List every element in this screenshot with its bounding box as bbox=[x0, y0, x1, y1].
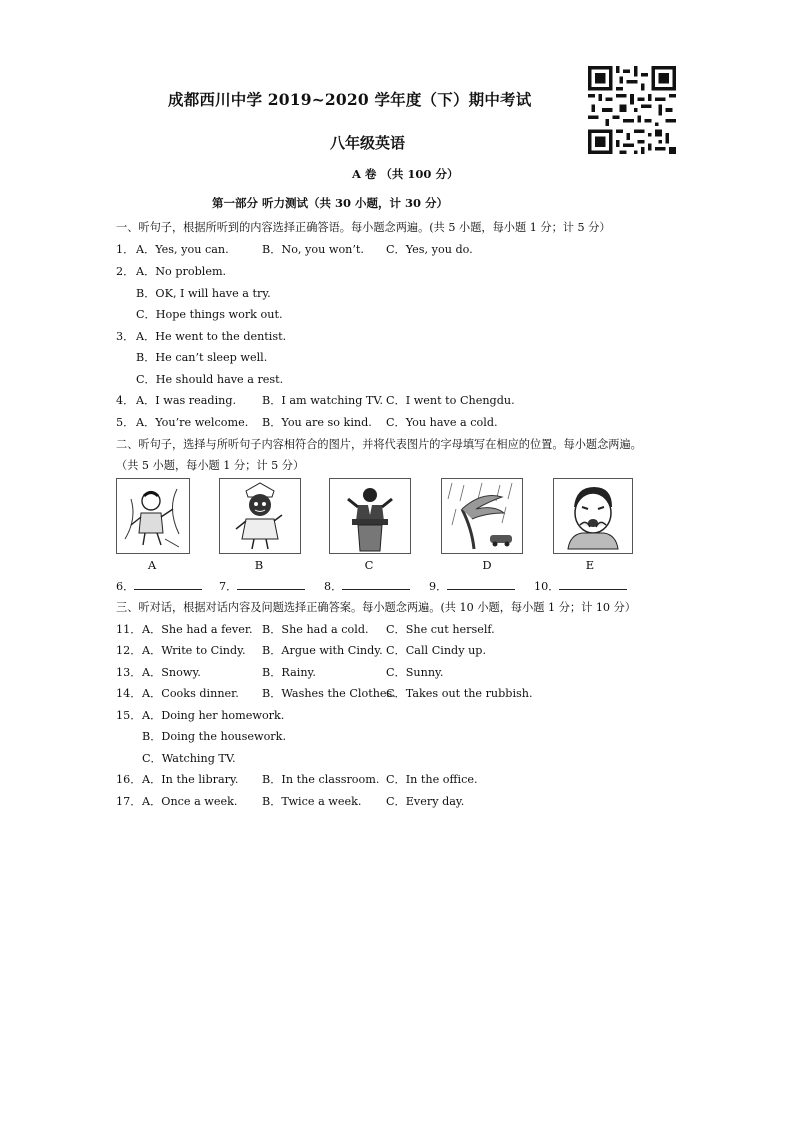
blank-number: 10． bbox=[534, 580, 560, 593]
option-a: A．You’re welcome. bbox=[136, 416, 249, 429]
girl-doctor-icon bbox=[219, 478, 301, 554]
option-a: A．Once a week. bbox=[142, 795, 238, 808]
option-c: C．Every day. bbox=[386, 795, 465, 808]
option-b: B．Argue with Cindy. bbox=[262, 644, 383, 657]
option-a: A．Yes, you can. bbox=[136, 243, 229, 256]
option-b: B．Doing the housework. bbox=[142, 730, 286, 743]
option-b: B．OK, I will have a try. bbox=[136, 287, 271, 300]
option-b: B．He can’t sleep well. bbox=[136, 351, 268, 364]
blank-line[interactable] bbox=[237, 579, 305, 590]
blank-number: 6． bbox=[116, 580, 135, 593]
option-b: B．I am watching TV. bbox=[262, 394, 384, 407]
blank-line[interactable] bbox=[447, 579, 515, 590]
option-b: B．In the classroom. bbox=[262, 773, 380, 786]
exam-subtitle: 八年级英语 bbox=[330, 134, 406, 152]
blank-number: 9． bbox=[429, 580, 448, 593]
section2-heading-cont: （共 5 小题，每小题 1 分；计 5 分） bbox=[116, 459, 305, 472]
question-number: 1． bbox=[116, 243, 135, 256]
question-number: 15． bbox=[116, 709, 142, 722]
option-b: B．Rainy. bbox=[262, 666, 316, 679]
option-b: B．Twice a week. bbox=[262, 795, 362, 808]
option-c: C．Yes, you do. bbox=[386, 243, 473, 256]
question-number: 16． bbox=[116, 773, 142, 786]
picture-label-c: C bbox=[364, 558, 374, 572]
option-a: A．I was reading. bbox=[136, 394, 237, 407]
picture-label-d: D bbox=[482, 558, 492, 572]
option-b: B．No, you won’t. bbox=[262, 243, 364, 256]
option-a: A．Write to Cindy. bbox=[142, 644, 246, 657]
question-number: 5． bbox=[116, 416, 135, 429]
option-c: C．You have a cold. bbox=[386, 416, 498, 429]
blank-line[interactable] bbox=[342, 579, 410, 590]
sick-boy-coughing-icon bbox=[553, 478, 633, 554]
picture-label-b: B bbox=[254, 558, 264, 572]
section1-heading: 一、听句子，根据所听到的内容选择正确答语。每小题念两遍。(共 5 小题，每小题 1 分；计 5 分） bbox=[116, 221, 611, 234]
option-c: C．Call Cindy up. bbox=[386, 644, 486, 657]
question-number: 12． bbox=[116, 644, 142, 657]
section2-heading: 二、听句子，选择与所听句子内容相符合的图片，并将代表图片的字母填写在相应的位置。每小题念两遍。 bbox=[116, 438, 642, 451]
section3-heading: 三、听对话，根据对话内容及问题选择正确答案。每小题念两遍。(共 10 小题，每小题 1 分；计 10 分） bbox=[116, 601, 636, 614]
option-c: C．Hope things work out. bbox=[136, 308, 283, 321]
option-c: C．Watching TV. bbox=[142, 752, 236, 765]
blank-line[interactable] bbox=[134, 579, 202, 590]
question-number: 13． bbox=[116, 666, 142, 679]
option-c: C．Takes out the rubbish. bbox=[386, 687, 533, 700]
part-one-heading: 第一部分 听力测试（共 30 小题，计 30 分） bbox=[212, 196, 449, 210]
blank-number: 7． bbox=[219, 580, 238, 593]
option-a: A．In the library. bbox=[142, 773, 239, 786]
option-c: C．Sunny. bbox=[386, 666, 444, 679]
answer-blank-7[interactable] bbox=[219, 578, 305, 594]
picture-label-a: A bbox=[147, 558, 157, 572]
blank-number: 8． bbox=[324, 580, 343, 593]
option-c: C．She cut herself. bbox=[386, 623, 495, 636]
option-a: A．Doing her homework. bbox=[142, 709, 285, 722]
question-number: 17． bbox=[116, 795, 142, 808]
option-a: A．He went to the dentist. bbox=[136, 330, 287, 343]
option-c: C．I went to Chengdu. bbox=[386, 394, 515, 407]
option-a: A．Snowy. bbox=[142, 666, 201, 679]
speaker-podium-icon bbox=[329, 478, 411, 554]
question-number: 3． bbox=[116, 330, 135, 343]
option-a: A．No problem. bbox=[136, 265, 227, 278]
option-b: B．Washes the Clothes. bbox=[262, 687, 396, 700]
option-a: A．Cooks dinner. bbox=[142, 687, 239, 700]
option-b: B．You are so kind. bbox=[262, 416, 372, 429]
qr-code bbox=[588, 66, 676, 154]
answer-blank-8[interactable] bbox=[324, 578, 410, 594]
answer-blank-10[interactable] bbox=[534, 578, 627, 594]
option-c: C．He should have a rest. bbox=[136, 373, 284, 386]
question-number: 2． bbox=[116, 265, 135, 278]
option-c: C．In the office. bbox=[386, 773, 478, 786]
option-a: A．She had a fever. bbox=[142, 623, 253, 636]
question-number: 4． bbox=[116, 394, 135, 407]
question-number: 14． bbox=[116, 687, 142, 700]
blank-line[interactable] bbox=[559, 579, 627, 590]
paper-a-heading: A 卷 （共 100 分） bbox=[352, 167, 459, 181]
storm-tree-car-icon bbox=[441, 478, 523, 554]
option-b: B．She had a cold. bbox=[262, 623, 369, 636]
exam-title: 成都西川中学 2019~2020 学年度（下）期中考试 bbox=[168, 90, 532, 109]
answer-blank-9[interactable] bbox=[429, 578, 515, 594]
picture-label-e: E bbox=[585, 558, 595, 572]
child-drawing-icon bbox=[116, 478, 190, 554]
question-number: 11． bbox=[116, 623, 142, 636]
answer-blank-6[interactable] bbox=[116, 578, 202, 594]
